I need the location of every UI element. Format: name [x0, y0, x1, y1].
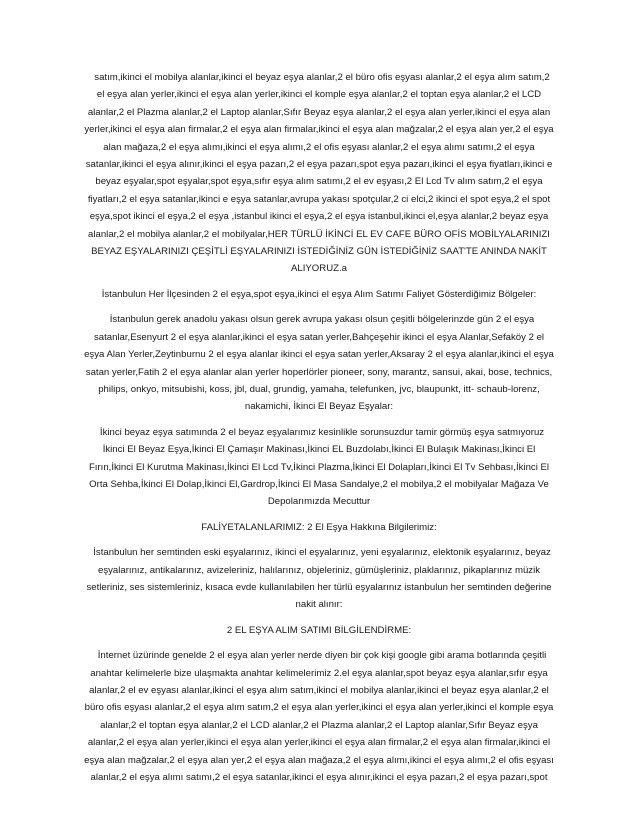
paragraph-regions-brands: İstanbulun gerek anadolu yakası olsun gerek avrupa yakası olsun çeşitli bölgelerinzde gün 2 el eşya satanlar,Esenyurt 2 el eşya alanlar,ikinci el eşya satan yerler,Bahçeşehir ikinci el eşya Alanlar,Sefaköy 2 el eşya Alan Yerler,Zeytinburnu 2 el eşya alanlar ikinci el eşya satan yerler,Aksaray 2 el eşya alanlar,ikinci el eşya satan yerler,Fatih 2 el eşya alanlar alan yerler hoperlörler pioneer, sony, marantz, sansui, akai, bose, technics, philips, onkyo, mitsubishi, koss, jbl, dual, grundig, yamaha, telefunken, jvc, blaupunkt, itt- schaub-lorenz, nakamichi, İkinci El Beyaz Eşyalar: [84, 314, 554, 413]
heading-service-regions: İstanbulun Her İlçesinden 2 el eşya,spot eşya,ikinci el eşya Alım Satımı Faliyet Gösterdiğimiz Bölgeler: [101, 288, 537, 300]
paragraph-internet-search: İnternet üzürinde genelde 2 el eşya alan yerler nerde diyen bir çok kişi google gibi arama botlarında çeşitli anahtar kelimelerle bize ulaşmakta anahtar kelimelerimiz 2.el eşya alanlar,spot beyaz eşya alanlar,sıfır eşya alanlar,2 el ev eşyası alanlar,ikinci el eşya alım satım,ikinci el mobilya alanlar,ikinci el beyaz eşya alanlar,2 el büro ofis eşyası alanlar,2 el eşya alım satım,2 el eşya alan yerler,ikinci el eşya alan yerler,ikinci el komple eşya alanlar,2 el toptan eşya alanlar,2 el LCD alanlar,2 el Plazma alanlar,2 el Laptop alanlar,Sıfır Beyaz eşya alanlar,2 el eşya alan yerler,ikinci el eşya alan yerler,ikinci el eşya alan firmalar,2 el eşya alan firmalar,ikinci el eşya alan mağzalar,2 el eşya alan yer,2 el eşya alan mağaza,2 el eşya alımı,ikinci el eşya alımı,2 el ofis eşyası alanlar,2 el eşya alımı satımı,2 el eşya satanlar,ikinci el eşya alınır,ikinci el eşya pazarı,2 el eşya pazarı,spot [84, 650, 554, 784]
paragraph-white-goods: İkinci beyaz eşya satımında 2 el beyaz eşyalarımız kesinlikle sorunsuzdur tamir görmüş eşya satmıyoruz İkinci El Beyaz Eşya,İkinci El Çamaşır Makinası,İkinci EL Buzdolabı,İkinci El Bulaşık Makinası,İkinci El Fırın,İkinci El Kurutma Makinası,İkinci El Lcd Tv,İkinci Plazma,İkinci El Dolapları,İkinci El Tv Sehbası,İkinci El Orta Sehba,İkinci El Dolap,İkinci El,Gardrop,İkinci El Masa Sandalye,2 el mobilya,2 el mobilyalar Mağaza Ve Depolarımızda Mecuttur [88, 426, 550, 508]
document-page [84, 69, 554, 794]
heading-activity-areas: FALİYETALANLARIMIZ: 2 El Eşya Hakkına Bilgilerimiz: [201, 521, 437, 533]
paragraph-cash-purchase: İstanbulun her semtinden eski eşyalarınız, ikinci el eşyalarınız, yeni eşyalarınız, elektonik eşyalarınız, beyaz eşyalarınız, antikalarınız, avizeleriniz, halılarınız, objeleriniz, gümüşleriniz, plaklarınız, pikaplarınız müzik setleriniz, ses sistemleriniz, kısaca evde kullanılabilen her türlü eşyalarınız istanbulun her semtinden değerine nakit alınır: [86, 547, 552, 611]
paragraph-keywords-intro: satım,ikinci el mobilya alanlar,ikinci el beyaz eşya alanlar,2 el büro ofis eşyası alanlar,2 el eşya alım satım,2 el eşya alan yerler,ikinci el eşya alan yerler,ikinci el komple eşya alanlar,2 el toptan eşya alanlar,2 el LCD alanlar,2 el Plazma alanlar,2 el Laptop alanlar,Sıfır Beyaz eşya alanlar,2 el eşya alan yerler,ikinci el eşya alan yerler,ikinci el eşya alan firmalar,2 el eşya alan firmalar,ikinci el eşya alan mağzalar,2 el eşya alan yer,2 el eşya alan mağaza,2 el eşya alımı,ikinci el eşya alımı,2 el ofis eşyası alanlar,2 el eşya alımı satımı,2 el eşya satanlar,ikinci el eşya alınır,ikinci el eşya pazarı,2 el eşya pazarı,spot eşya pazarı,ikinci el eşya fiyatları,ikinci e beyaz eşyalar,spot eşyalar,spot eşya,sıfır eşya alım satımı,2 el ev eşyası,2 El Lcd Tv alım satım,2 el eşya fiyatları,2 el eşya satanlar,ikinci e eşya satanlar,avrupa yakası spotçular,2 ci elci,2 ikinci el spot eşya,2 el spot eşya,spot ikinci el eşya,2 el eşya ,istanbul ikinci el eşya,2 el eşya istanbul,ikinci el,eşya alanlar,2 beyaz eşya alanlar,2 el mobilya alanlar,2 el mobilyalar,HER TÜRLÜ İKİNCİ EL EV CAFE BÜRO OFİS MOBİLYALARINIZI BEYAZ EŞYALARINIZI ÇEŞİTLİ EŞYALARINIZI İSTEDİĞİNİZ GÜN İSTEDİĞİNİZ SAAT'TE ANINDA NAKİT ALIYORUZ.a [84, 72, 554, 275]
heading-trade-info: 2 EL EŞYA ALIM SATIMI BİLGİLENDİRME: [226, 624, 412, 636]
